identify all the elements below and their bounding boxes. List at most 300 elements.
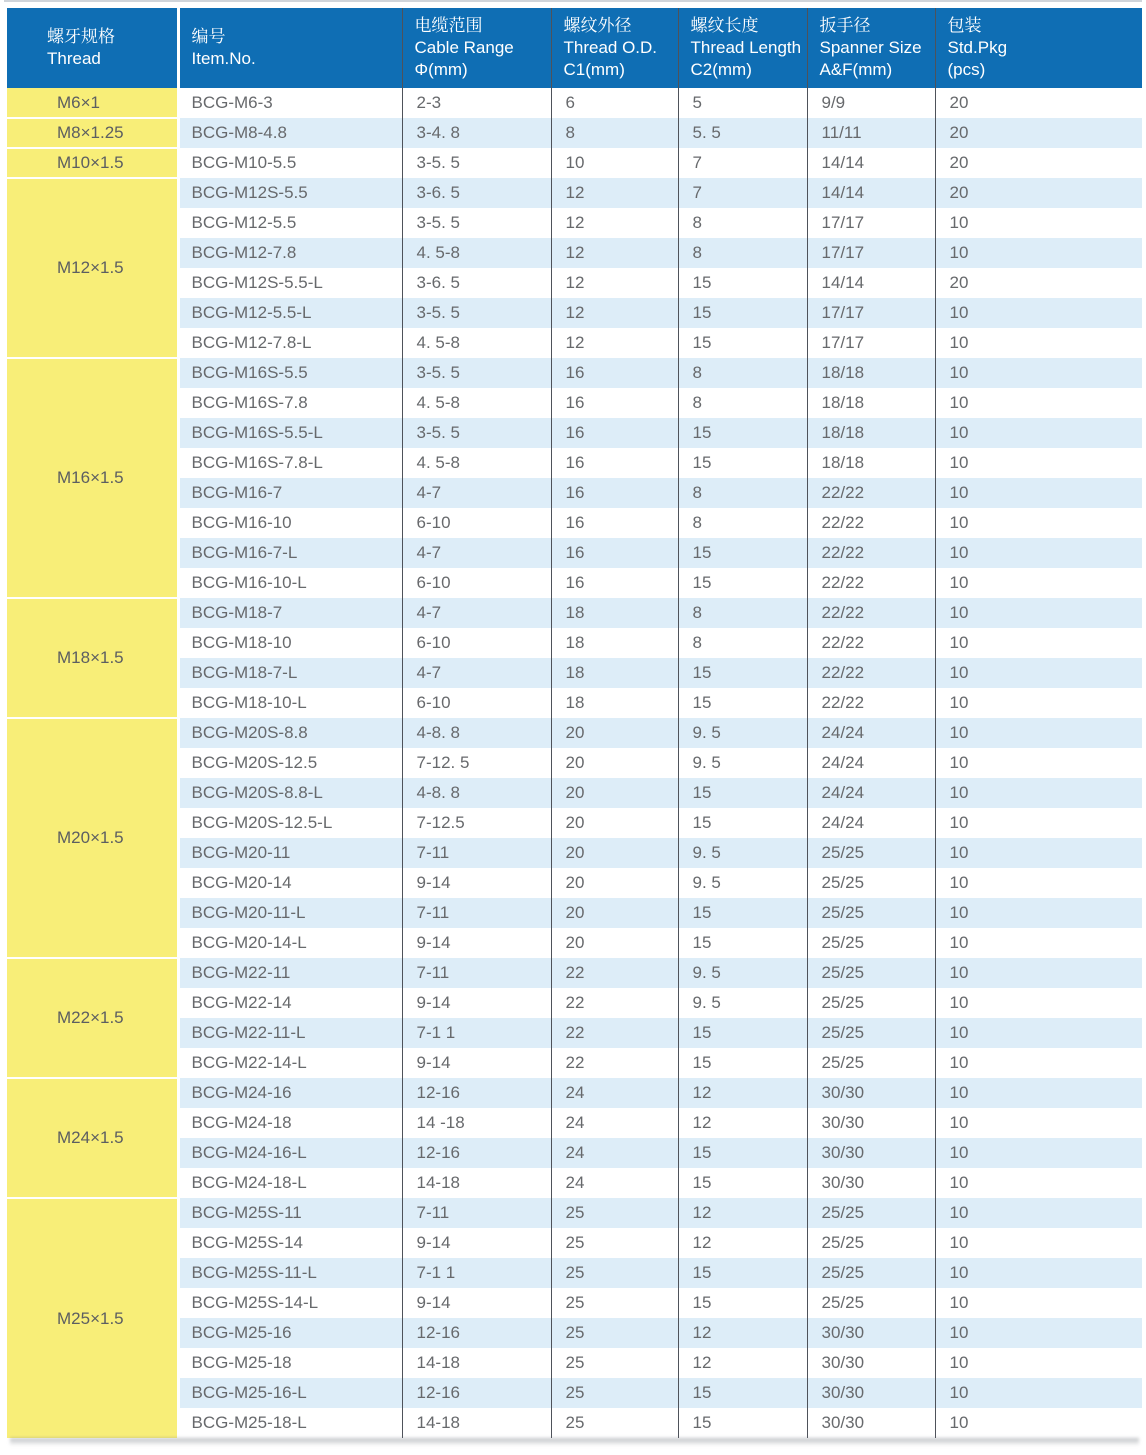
cell-cable-range: 3-6. 5	[402, 178, 551, 208]
cell-spanner-size: 22/22	[807, 538, 935, 568]
cell-cable-range: 7-12. 5	[402, 748, 551, 778]
cell-thread-od: 20	[551, 928, 678, 958]
cell-std-pkg: 10	[935, 1378, 1142, 1408]
table-row	[7, 118, 1142, 148]
cell-spanner-size: 25/25	[807, 838, 935, 868]
cell-thread-od: 10	[551, 148, 678, 178]
column-header-thread-length	[678, 8, 807, 88]
table-row	[7, 898, 1142, 928]
cell-spanner-size: 24/24	[807, 778, 935, 808]
cell-thread-length: 15	[678, 778, 807, 808]
cell-thread-od: 16	[551, 358, 678, 388]
cell-cable-range: 3-5. 5	[402, 418, 551, 448]
column-header-std-pkg	[935, 8, 1142, 88]
thread-group-cell: M6×1	[7, 88, 178, 118]
table-row	[7, 448, 1142, 478]
table-row	[7, 718, 1142, 748]
table-row	[7, 1018, 1142, 1048]
cell-std-pkg: 10	[935, 1048, 1142, 1078]
cell-std-pkg: 10	[935, 808, 1142, 838]
cell-spanner-size: 17/17	[807, 238, 935, 268]
cell-item-no: BCG-M18-10-L	[178, 688, 402, 718]
cell-spanner-size: 17/17	[807, 328, 935, 358]
cell-item-no: BCG-M6-3	[178, 88, 402, 118]
cell-cable-range: 3-4. 8	[402, 118, 551, 148]
cell-thread-od: 16	[551, 478, 678, 508]
cell-cable-range: 4. 5-8	[402, 238, 551, 268]
column-header-thread	[7, 8, 178, 88]
cell-thread-length: 15	[678, 418, 807, 448]
table-row	[7, 808, 1142, 838]
cell-item-no: BCG-M20S-8.8-L	[178, 778, 402, 808]
cell-std-pkg: 10	[935, 358, 1142, 388]
cell-item-no: BCG-M16-7-L	[178, 538, 402, 568]
table-body	[7, 88, 1142, 1438]
cell-std-pkg: 10	[935, 1318, 1142, 1348]
cell-cable-range: 14-18	[402, 1348, 551, 1378]
cell-item-no: BCG-M12-5.5-L	[178, 298, 402, 328]
cell-thread-od: 22	[551, 988, 678, 1018]
cell-thread-od: 25	[551, 1198, 678, 1228]
table-row	[7, 1258, 1142, 1288]
cell-std-pkg: 10	[935, 1108, 1142, 1138]
cell-thread-od: 12	[551, 328, 678, 358]
cell-spanner-size: 22/22	[807, 568, 935, 598]
cell-std-pkg: 10	[935, 1408, 1142, 1438]
cell-cable-range: 12-16	[402, 1318, 551, 1348]
cell-cable-range: 9-14	[402, 928, 551, 958]
cell-thread-od: 20	[551, 838, 678, 868]
cell-std-pkg: 10	[935, 1258, 1142, 1288]
cell-thread-length: 8	[678, 388, 807, 418]
cell-thread-od: 25	[551, 1318, 678, 1348]
cell-std-pkg: 10	[935, 838, 1142, 868]
cell-std-pkg: 10	[935, 298, 1142, 328]
cell-std-pkg: 10	[935, 478, 1142, 508]
cell-thread-od: 12	[551, 268, 678, 298]
thread-group-cell: M20×1.5	[7, 718, 178, 958]
cell-cable-range: 12-16	[402, 1078, 551, 1108]
cell-thread-od: 25	[551, 1348, 678, 1378]
cell-spanner-size: 18/18	[807, 358, 935, 388]
cell-thread-od: 16	[551, 568, 678, 598]
cell-item-no: BCG-M12-7.8-L	[178, 328, 402, 358]
cell-std-pkg: 10	[935, 448, 1142, 478]
cell-std-pkg: 10	[935, 328, 1142, 358]
cell-item-no: BCG-M20-14	[178, 868, 402, 898]
cell-item-no: BCG-M16S-5.5	[178, 358, 402, 388]
cell-thread-length: 9. 5	[678, 988, 807, 1018]
cell-cable-range: 9-14	[402, 868, 551, 898]
cell-thread-od: 16	[551, 418, 678, 448]
cell-item-no: BCG-M24-16-L	[178, 1138, 402, 1168]
cell-thread-od: 25	[551, 1258, 678, 1288]
cell-thread-length: 12	[678, 1108, 807, 1138]
header-line: Cable Range	[414, 37, 514, 57]
cell-item-no: BCG-M22-14	[178, 988, 402, 1018]
cell-std-pkg: 10	[935, 898, 1142, 928]
cell-thread-length: 15	[678, 658, 807, 688]
table-row	[7, 1318, 1142, 1348]
thread-group-cell: M25×1.5	[7, 1198, 178, 1438]
cell-thread-length: 15	[678, 898, 807, 928]
cell-cable-range: 12-16	[402, 1138, 551, 1168]
cell-thread-od: 22	[551, 1018, 678, 1048]
cell-thread-length: 15	[678, 1378, 807, 1408]
cell-spanner-size: 9/9	[807, 88, 935, 118]
page-bottom-shadow	[10, 1438, 1139, 1446]
table-row	[7, 988, 1142, 1018]
header-line: Thread O.D.	[563, 37, 658, 57]
table-row	[7, 1408, 1142, 1438]
cell-spanner-size: 30/30	[807, 1138, 935, 1168]
cell-spanner-size: 25/25	[807, 898, 935, 928]
cell-item-no: BCG-M18-7-L	[178, 658, 402, 688]
cell-thread-od: 16	[551, 508, 678, 538]
cell-cable-range: 3-5. 5	[402, 298, 551, 328]
cell-spanner-size: 25/25	[807, 1018, 935, 1048]
cell-std-pkg: 10	[935, 658, 1142, 688]
cell-thread-length: 15	[678, 268, 807, 298]
cell-thread-od: 25	[551, 1228, 678, 1258]
cell-thread-length: 15	[678, 1048, 807, 1078]
table-row	[7, 1108, 1142, 1138]
cell-thread-length: 8	[678, 478, 807, 508]
table-row	[7, 238, 1142, 268]
cell-item-no: BCG-M16S-7.8	[178, 388, 402, 418]
cell-cable-range: 9-14	[402, 1048, 551, 1078]
cell-cable-range: 3-6. 5	[402, 268, 551, 298]
table-row	[7, 418, 1142, 448]
cell-spanner-size: 18/18	[807, 448, 935, 478]
spec-table	[7, 8, 1142, 1438]
cell-thread-length: 9. 5	[678, 748, 807, 778]
cell-cable-range: 7-1 1	[402, 1258, 551, 1288]
cell-spanner-size: 25/25	[807, 958, 935, 988]
cell-std-pkg: 10	[935, 568, 1142, 598]
cell-spanner-size: 24/24	[807, 808, 935, 838]
cell-std-pkg: 20	[935, 148, 1142, 178]
table-row	[7, 328, 1142, 358]
cell-cable-range: 7-11	[402, 1198, 551, 1228]
table-row	[7, 1228, 1142, 1258]
cell-spanner-size: 25/25	[807, 1258, 935, 1288]
cell-spanner-size: 24/24	[807, 748, 935, 778]
thread-group-cell: M8×1.25	[7, 118, 178, 148]
cell-thread-length: 15	[678, 1258, 807, 1288]
cell-spanner-size: 22/22	[807, 508, 935, 538]
cell-item-no: BCG-M20-11	[178, 838, 402, 868]
cell-std-pkg: 10	[935, 1078, 1142, 1108]
cell-item-no: BCG-M25-16	[178, 1318, 402, 1348]
cell-spanner-size: 14/14	[807, 148, 935, 178]
cell-cable-range: 4-7	[402, 658, 551, 688]
cell-std-pkg: 10	[935, 598, 1142, 628]
table-row	[7, 868, 1142, 898]
table-row	[7, 568, 1142, 598]
table-row	[7, 928, 1142, 958]
cell-thread-length: 15	[678, 1408, 807, 1438]
cell-std-pkg: 10	[935, 628, 1142, 658]
cell-thread-length: 15	[678, 808, 807, 838]
cell-thread-od: 24	[551, 1108, 678, 1138]
table-row	[7, 1198, 1142, 1228]
cell-item-no: BCG-M16S-5.5-L	[178, 418, 402, 448]
cell-spanner-size: 30/30	[807, 1108, 935, 1138]
table-row	[7, 1348, 1142, 1378]
cell-spanner-size: 22/22	[807, 658, 935, 688]
cell-thread-length: 12	[678, 1228, 807, 1258]
cell-item-no: BCG-M12-7.8	[178, 238, 402, 268]
cell-std-pkg: 20	[935, 88, 1142, 118]
cell-cable-range: 4-8. 8	[402, 718, 551, 748]
cell-std-pkg: 10	[935, 778, 1142, 808]
cell-item-no: BCG-M24-18-L	[178, 1168, 402, 1198]
cell-cable-range: 7-11	[402, 898, 551, 928]
cell-std-pkg: 10	[935, 388, 1142, 418]
cell-thread-od: 18	[551, 628, 678, 658]
cell-spanner-size: 22/22	[807, 688, 935, 718]
cell-thread-length: 9. 5	[678, 958, 807, 988]
cell-thread-length: 5. 5	[678, 118, 807, 148]
cell-thread-od: 12	[551, 298, 678, 328]
cell-item-no: BCG-M16S-7.8-L	[178, 448, 402, 478]
header-line: Spanner Size	[819, 37, 922, 57]
cell-thread-od: 24	[551, 1078, 678, 1108]
cell-cable-range: 14-18	[402, 1168, 551, 1198]
header-line: 包装	[947, 15, 982, 35]
table-row	[7, 1078, 1142, 1108]
cell-std-pkg: 10	[935, 1198, 1142, 1228]
cell-thread-length: 15	[678, 328, 807, 358]
cell-spanner-size: 22/22	[807, 628, 935, 658]
cell-spanner-size: 17/17	[807, 298, 935, 328]
cell-thread-od: 18	[551, 658, 678, 688]
cell-std-pkg: 10	[935, 418, 1142, 448]
cell-thread-od: 20	[551, 868, 678, 898]
cell-cable-range: 3-5. 5	[402, 358, 551, 388]
header-line: Std.Pkg	[947, 37, 1008, 57]
cell-thread-length: 12	[678, 1348, 807, 1378]
cell-cable-range: 7-11	[402, 838, 551, 868]
table-row	[7, 838, 1142, 868]
cell-item-no: BCG-M22-11-L	[178, 1018, 402, 1048]
cell-cable-range: 9-14	[402, 1228, 551, 1258]
cell-thread-od: 18	[551, 688, 678, 718]
thread-group-cell: M18×1.5	[7, 598, 178, 718]
cell-thread-length: 15	[678, 688, 807, 718]
header-line: 编号	[191, 26, 226, 46]
header-row	[7, 8, 1142, 88]
cell-spanner-size: 25/25	[807, 1228, 935, 1258]
cell-item-no: BCG-M25S-11	[178, 1198, 402, 1228]
cell-item-no: BCG-M20S-12.5	[178, 748, 402, 778]
cell-std-pkg: 10	[935, 988, 1142, 1018]
thread-group-cell: M12×1.5	[7, 178, 178, 358]
cell-cable-range: 4-7	[402, 478, 551, 508]
header-line: 螺牙规格	[47, 26, 115, 46]
table-row	[7, 1048, 1142, 1078]
cell-thread-od: 16	[551, 538, 678, 568]
cell-item-no: BCG-M20-14-L	[178, 928, 402, 958]
column-header-item-no	[178, 8, 402, 88]
cell-spanner-size: 14/14	[807, 178, 935, 208]
cell-thread-length: 12	[678, 1078, 807, 1108]
cell-spanner-size: 25/25	[807, 1288, 935, 1318]
table-row	[7, 1288, 1142, 1318]
cell-thread-length: 15	[678, 538, 807, 568]
table-row	[7, 508, 1142, 538]
column-header-cable-range	[402, 8, 551, 88]
cell-std-pkg: 10	[935, 718, 1142, 748]
cell-thread-length: 9. 5	[678, 868, 807, 898]
cell-cable-range: 14-18	[402, 1408, 551, 1438]
cell-cable-range: 3-5. 5	[402, 148, 551, 178]
cell-thread-od: 22	[551, 1048, 678, 1078]
header-line: Item.No.	[191, 49, 256, 68]
header-line: Φ(mm)	[414, 60, 468, 80]
table-row	[7, 1378, 1142, 1408]
cell-cable-range: 4-7	[402, 538, 551, 568]
cell-std-pkg: 10	[935, 538, 1142, 568]
header-line: (pcs)	[947, 60, 986, 80]
table-row	[7, 1168, 1142, 1198]
cell-cable-range: 6-10	[402, 568, 551, 598]
cell-cable-range: 4. 5-8	[402, 328, 551, 358]
cell-spanner-size: 22/22	[807, 598, 935, 628]
cell-thread-od: 18	[551, 598, 678, 628]
cell-item-no: BCG-M18-7	[178, 598, 402, 628]
table-row	[7, 478, 1142, 508]
cell-spanner-size: 22/22	[807, 478, 935, 508]
table-row	[7, 658, 1142, 688]
header-line: A&F(mm)	[819, 60, 893, 80]
cell-spanner-size: 30/30	[807, 1378, 935, 1408]
cell-spanner-size: 18/18	[807, 388, 935, 418]
cell-spanner-size: 25/25	[807, 1198, 935, 1228]
cell-thread-length: 8	[678, 628, 807, 658]
table-row	[7, 208, 1142, 238]
cell-cable-range: 2-3	[402, 88, 551, 118]
table-header	[7, 8, 1142, 88]
cell-item-no: BCG-M20S-8.8	[178, 718, 402, 748]
cell-std-pkg: 10	[935, 1348, 1142, 1378]
cell-item-no: BCG-M12S-5.5-L	[178, 268, 402, 298]
cell-thread-od: 25	[551, 1408, 678, 1438]
cell-thread-od: 16	[551, 388, 678, 418]
cell-cable-range: 6-10	[402, 688, 551, 718]
table-row	[7, 538, 1142, 568]
thread-group-cell: M24×1.5	[7, 1078, 178, 1198]
header-line: Thread	[47, 49, 101, 68]
cell-cable-range: 4. 5-8	[402, 448, 551, 478]
cell-spanner-size: 18/18	[807, 418, 935, 448]
cell-spanner-size: 25/25	[807, 1048, 935, 1078]
table-row	[7, 628, 1142, 658]
table-row	[7, 388, 1142, 418]
header-line: Thread Length	[690, 37, 802, 57]
cell-thread-length: 8	[678, 238, 807, 268]
cell-cable-range: 6-10	[402, 628, 551, 658]
cell-thread-od: 12	[551, 238, 678, 268]
cell-spanner-size: 30/30	[807, 1408, 935, 1438]
cell-spanner-size: 25/25	[807, 988, 935, 1018]
cell-item-no: BCG-M22-14-L	[178, 1048, 402, 1078]
cell-thread-length: 15	[678, 928, 807, 958]
cell-std-pkg: 20	[935, 118, 1142, 148]
table-row	[7, 178, 1142, 208]
cell-cable-range: 12-16	[402, 1378, 551, 1408]
cell-std-pkg: 10	[935, 1018, 1142, 1048]
cell-thread-length: 15	[678, 1138, 807, 1168]
cell-cable-range: 6-10	[402, 508, 551, 538]
cell-item-no: BCG-M8-4.8	[178, 118, 402, 148]
cell-thread-od: 8	[551, 118, 678, 148]
cell-item-no: BCG-M25S-14	[178, 1228, 402, 1258]
table-row	[7, 598, 1142, 628]
cell-std-pkg: 10	[935, 1228, 1142, 1258]
table-row	[7, 88, 1142, 118]
table-row	[7, 688, 1142, 718]
cell-cable-range: 4-8. 8	[402, 778, 551, 808]
table-row	[7, 358, 1142, 388]
header-line: 电缆范围	[414, 15, 483, 35]
cell-thread-length: 12	[678, 1318, 807, 1348]
cell-thread-length: 8	[678, 508, 807, 538]
cell-thread-length: 15	[678, 448, 807, 478]
cell-std-pkg: 10	[935, 238, 1142, 268]
cell-thread-od: 24	[551, 1168, 678, 1198]
cell-std-pkg: 10	[935, 1288, 1142, 1318]
cell-std-pkg: 20	[935, 178, 1142, 208]
cell-item-no: BCG-M25-16-L	[178, 1378, 402, 1408]
cell-item-no: BCG-M25S-11-L	[178, 1258, 402, 1288]
cell-thread-od: 25	[551, 1378, 678, 1408]
cell-thread-length: 15	[678, 568, 807, 598]
cell-item-no: BCG-M24-16	[178, 1078, 402, 1108]
cell-thread-length: 15	[678, 298, 807, 328]
column-header-thread-od	[551, 8, 678, 88]
cell-std-pkg: 10	[935, 1168, 1142, 1198]
cell-spanner-size: 25/25	[807, 868, 935, 898]
cell-item-no: BCG-M24-18	[178, 1108, 402, 1138]
cell-item-no: BCG-M16-7	[178, 478, 402, 508]
cell-cable-range: 4-7	[402, 598, 551, 628]
cell-thread-length: 15	[678, 1288, 807, 1318]
table-row	[7, 268, 1142, 298]
cell-std-pkg: 20	[935, 268, 1142, 298]
cell-spanner-size: 25/25	[807, 928, 935, 958]
cell-thread-length: 12	[678, 1198, 807, 1228]
cell-spanner-size: 30/30	[807, 1168, 935, 1198]
thread-group-cell: M22×1.5	[7, 958, 178, 1078]
cell-cable-range: 3-5. 5	[402, 208, 551, 238]
table-row	[7, 748, 1142, 778]
cell-std-pkg: 10	[935, 1138, 1142, 1168]
cell-item-no: BCG-M20S-12.5-L	[178, 808, 402, 838]
cell-item-no: BCG-M25-18-L	[178, 1408, 402, 1438]
cell-thread-length: 8	[678, 358, 807, 388]
cell-thread-length: 5	[678, 88, 807, 118]
cell-thread-length: 7	[678, 148, 807, 178]
cell-item-no: BCG-M10-5.5	[178, 148, 402, 178]
cell-spanner-size: 30/30	[807, 1348, 935, 1378]
header-line: 扳手径	[819, 15, 871, 35]
cell-thread-od: 12	[551, 178, 678, 208]
cell-std-pkg: 10	[935, 958, 1142, 988]
header-line: C2(mm)	[690, 60, 752, 80]
cell-thread-od: 20	[551, 748, 678, 778]
